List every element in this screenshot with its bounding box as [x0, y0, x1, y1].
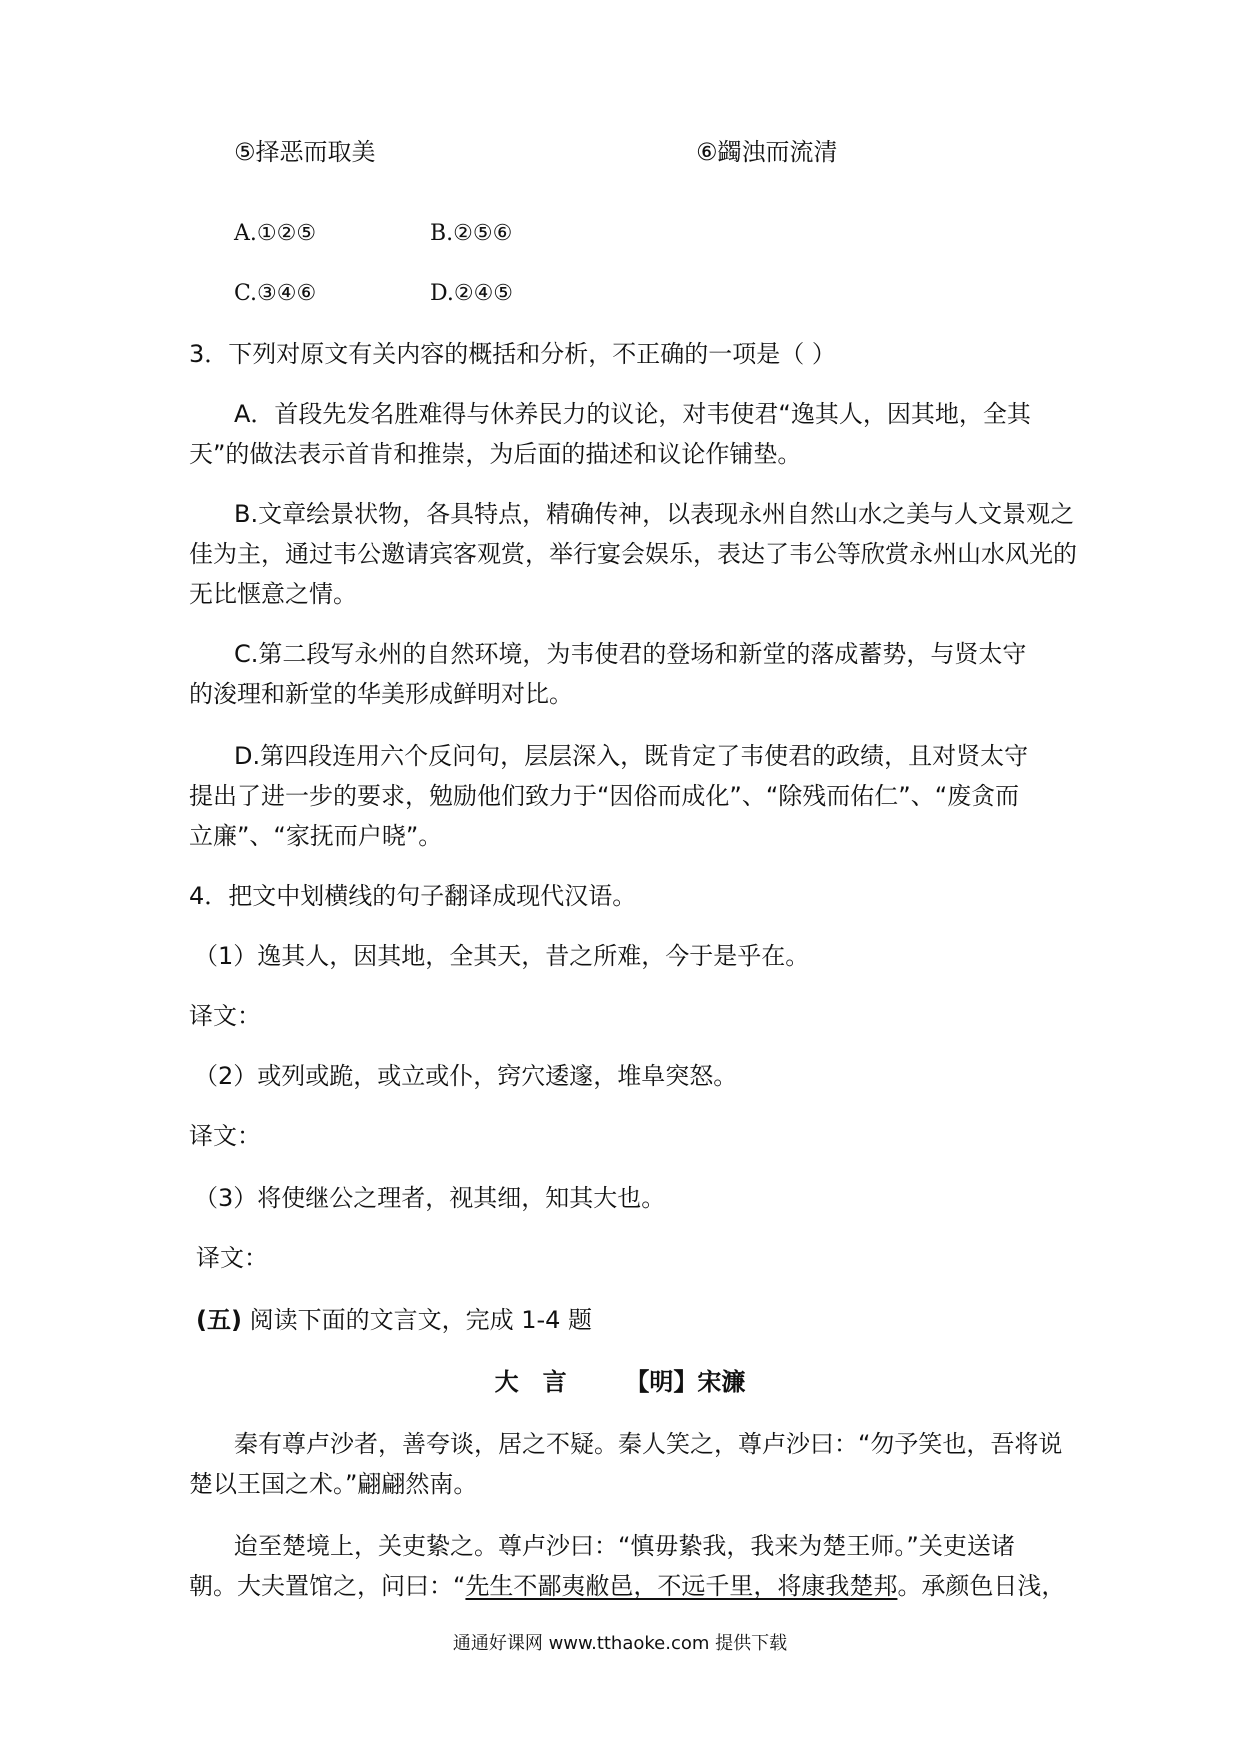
q3-option-a-line1: A．首段先发名胜难得与休养民力的议论，对韦使君“逸其人，因其地，全其	[234, 400, 1031, 428]
choice-b: B.②⑤⑥	[430, 221, 513, 246]
question-4-stem: 4．把文中划横线的句子翻译成现代汉语。	[189, 882, 637, 910]
q3-option-c-line2: 的浚理和新堂的华美形成鲜明对比。	[189, 680, 573, 708]
q3-option-a-line2: 天”的做法表示首肯和推崇，为后面的描述和议论作铺垫。	[189, 440, 802, 468]
choice-d: D.②④⑤	[430, 281, 514, 306]
passage-para-1-line2: 楚以王国之术。”翩翩然南。	[189, 1470, 478, 1498]
q3-option-d-line3: 立廉”、“家抚而户晓”。	[189, 822, 443, 850]
q4-sentence-1: （1）逸其人，因其地，全其天，昔之所难，今于是乎在。	[194, 942, 810, 970]
option-6: ⑥蠲浊而流清	[696, 138, 838, 166]
para-2-text-after: 。承颜色日浅，	[897, 1572, 1066, 1600]
passage-title-line	[0, 1366, 1240, 1398]
choice-c: C.③④⑥	[234, 281, 317, 306]
q4-translation-label-1: 译文：	[189, 1002, 261, 1030]
q3-option-d-line2: 提出了进一步的要求，勉励他们致力于“因俗而成化”、“除残而佑仁”、“废贪而	[189, 782, 1020, 810]
option-5: ⑤择恶而取美	[234, 138, 376, 166]
passage-para-2-line1: 迨至楚境上，关吏絷之。尊卢沙曰：“慎毋絷我，我来为楚王师。”关吏送诸	[234, 1532, 1015, 1560]
passage-para-1-line1: 秦有尊卢沙者，善夸谈，居之不疑。秦人笑之，尊卢沙曰：“勿予笑也，吾将说	[234, 1430, 1063, 1458]
passage-title: 大 言	[494, 1368, 567, 1396]
page-footer: 通通好课网 www.tthaoke.com 提供下载	[452, 1633, 788, 1654]
section-5-heading	[196, 1304, 592, 1336]
underlined-sentence: 先生不鄙夷敝邑，不远千里，将康我楚邦	[465, 1572, 898, 1600]
q3-option-b-line2: 佳为主，通过韦公邀请宾客观赏，举行宴会娱乐，表达了韦公等欣赏永州山水风光的	[189, 540, 1077, 568]
q4-sentence-3: （3）将使继公之理者，视其细，知其大也。	[194, 1184, 666, 1212]
q3-option-b-line1: B.文章绘景状物，各具特点，精确传神，以表现永州自然山水之美与人文景观之	[234, 500, 1075, 528]
q4-translation-label-3: 译文：	[196, 1244, 268, 1272]
section-5-number: (五)	[196, 1306, 242, 1334]
q3-option-d-line1: D.第四段连用六个反问句，层层深入，既肯定了韦使君的政绩，且对贤太守	[234, 742, 1029, 770]
choice-a: A.①②⑤	[234, 221, 317, 246]
passage-author: 【明】宋濂	[625, 1368, 746, 1396]
q3-option-b-line3: 无比惬意之情。	[189, 580, 357, 608]
q4-sentence-2: （2）或列或跪，或立或仆，窍穴逶邃，堆阜突怒。	[194, 1062, 738, 1090]
q3-option-c-line1: C.第二段写永州的自然环境，为韦使君的登场和新堂的落成蓄势，与贤太守	[234, 640, 1027, 668]
question-3-stem: 3．下列对原文有关内容的概括和分析，不正确的一项是（ ）	[189, 340, 836, 368]
para-2-text-before: 朝。大夫置馆之，问曰：“	[189, 1572, 466, 1600]
section-5-instruction: 阅读下面的文言文，完成 1-4 题	[249, 1306, 593, 1334]
q4-translation-label-2: 译文：	[189, 1122, 261, 1150]
passage-para-2-line2	[189, 1570, 1065, 1602]
